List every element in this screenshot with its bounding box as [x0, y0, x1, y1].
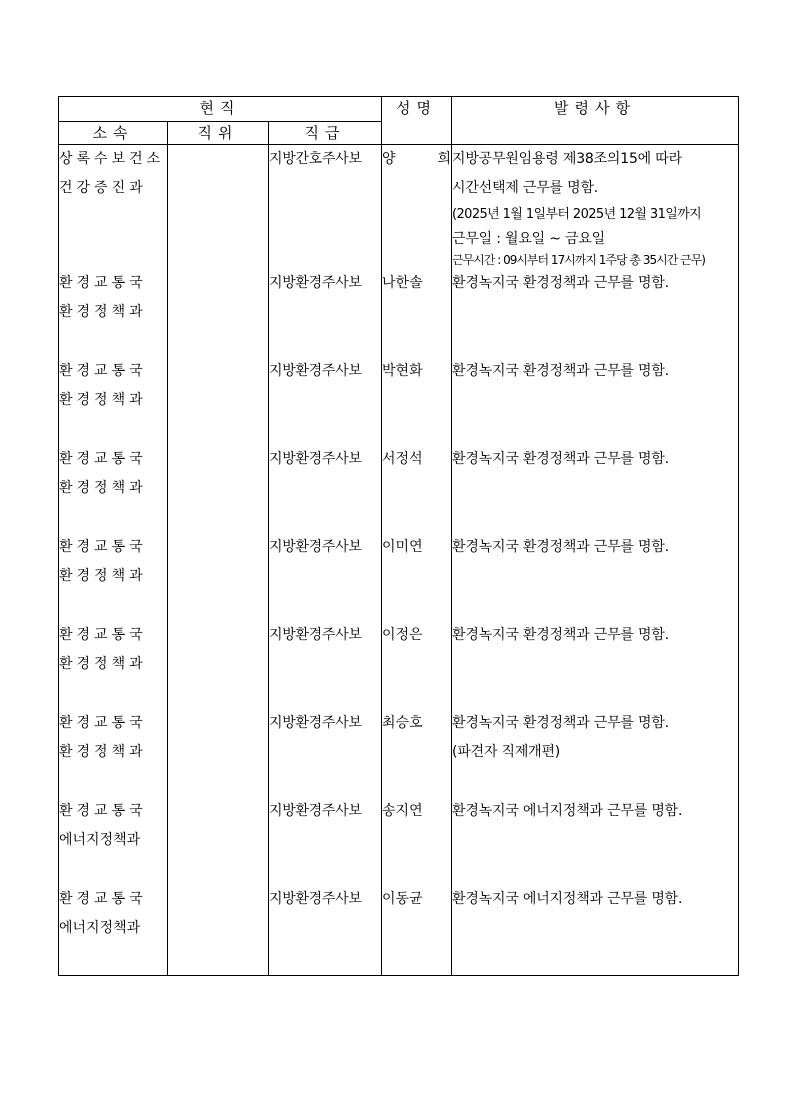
grade-cell: 지방환경주사보: [269, 533, 382, 621]
affiliation-line-2: 환경정책과: [59, 656, 147, 672]
order-line: 근무일 : 월요일 ~ 금요일: [452, 231, 605, 247]
position-cell: [168, 709, 269, 797]
affiliation-line-1: 상록수보건소: [59, 151, 165, 167]
affiliation-cell: [59, 621, 168, 709]
table-row: [59, 621, 739, 709]
table-row: [59, 533, 739, 621]
affiliation-cell: [59, 533, 168, 621]
affiliation-line-2: 에너지정책과: [59, 920, 141, 936]
affiliation-line-1: 환경교통국: [59, 539, 147, 555]
affiliation-line-1: 환경교통국: [59, 627, 147, 643]
table-row: [59, 357, 739, 445]
name-cell: 박현화: [382, 357, 452, 445]
grade-cell: 지방환경주사보: [269, 797, 382, 885]
affiliation-line-2: 환경정책과: [59, 392, 147, 408]
header-position: 직위: [168, 122, 269, 145]
position-cell: [168, 885, 269, 975]
order-line: 환경녹지국 에너지정책과 근무를 명함.: [452, 803, 683, 819]
position-cell: [168, 797, 269, 885]
order-cell: [452, 709, 739, 797]
order-line: (파견자 직제개편): [452, 744, 561, 760]
affiliation-line-2: 환경정책과: [59, 480, 147, 496]
header-affiliation: 소속: [59, 122, 168, 145]
affiliation-line-1: 환경교통국: [59, 451, 147, 467]
order-cell: [452, 621, 739, 709]
affiliation-line-1: 환경교통국: [59, 803, 147, 819]
affiliation-cell: [59, 357, 168, 445]
order-line: 환경녹지국 환경정책과 근무를 명함.: [452, 539, 669, 555]
affiliation-line-1: 환경교통국: [59, 715, 147, 731]
affiliation-line-2: 환경정책과: [59, 744, 147, 760]
grade-cell: 지방간호주사보: [269, 145, 382, 270]
name-cell: 양 희: [382, 145, 452, 270]
affiliation-cell: [59, 145, 168, 270]
name-cell: 이미연: [382, 533, 452, 621]
affiliation-line-1: 환경교통국: [59, 891, 147, 907]
table-row: [59, 885, 739, 975]
name-cell: 송지연: [382, 797, 452, 885]
position-cell: [168, 357, 269, 445]
header-order: 발령사항: [452, 97, 739, 145]
name-cell: 나한솔: [382, 269, 452, 357]
affiliation-line-2: 환경정책과: [59, 568, 147, 584]
affiliation-cell: [59, 885, 168, 975]
affiliation-line-1: 환경교통국: [59, 363, 147, 379]
order-cell: [452, 357, 739, 445]
order-line: 근무시간 : 09시부터 17시까지 1주당 총 35시간 근무): [452, 253, 705, 267]
order-line: 환경녹지국 환경정책과 근무를 명함.: [452, 275, 669, 291]
affiliation-line-1: 환경교통국: [59, 275, 147, 291]
affiliation-cell: [59, 269, 168, 357]
table-row: [59, 269, 739, 357]
order-line: 지방공무원임용령 제38조의15에 따라: [452, 151, 682, 167]
table-row: [59, 797, 739, 885]
grade-cell: 지방환경주사보: [269, 885, 382, 975]
grade-cell: 지방환경주사보: [269, 621, 382, 709]
order-line: 시간선택제 근무를 명함.: [452, 180, 599, 196]
order-line: 환경녹지국 환경정책과 근무를 명함.: [452, 627, 669, 643]
affiliation-line-2: 건강증진과: [59, 180, 147, 196]
position-cell: [168, 269, 269, 357]
name-cell: 이정은: [382, 621, 452, 709]
name-cell: 이동균: [382, 885, 452, 975]
order-cell: [452, 533, 739, 621]
grade-cell: 지방환경주사보: [269, 357, 382, 445]
name-cell: 최승호: [382, 709, 452, 797]
order-cell: [452, 269, 739, 357]
affiliation-cell: [59, 797, 168, 885]
grade-cell: 지방환경주사보: [269, 709, 382, 797]
header-name: 성명: [382, 97, 452, 145]
order-cell: [452, 797, 739, 885]
header-current: 현직: [59, 97, 382, 122]
affiliation-line-2: 에너지정책과: [59, 832, 141, 848]
order-line: 환경녹지국 환경정책과 근무를 명함.: [452, 363, 669, 379]
order-cell: [452, 145, 739, 270]
table-row: [59, 445, 739, 533]
order-line: 환경녹지국 환경정책과 근무를 명함.: [452, 451, 669, 467]
order-line: (2025년 1월 1일부터 2025년 12월 31일까지: [452, 207, 702, 222]
position-cell: [168, 533, 269, 621]
table-row: [59, 709, 739, 797]
header-grade: 직급: [269, 122, 382, 145]
affiliation-cell: [59, 709, 168, 797]
affiliation-line-2: 환경정책과: [59, 304, 147, 320]
position-cell: [168, 621, 269, 709]
position-cell: [168, 445, 269, 533]
affiliation-cell: [59, 445, 168, 533]
grade-cell: 지방환경주사보: [269, 269, 382, 357]
order-line: 환경녹지국 에너지정책과 근무를 명함.: [452, 891, 683, 907]
order-cell: [452, 445, 739, 533]
order-cell: [452, 885, 739, 975]
grade-cell: 지방환경주사보: [269, 445, 382, 533]
personnel-order-table: [58, 96, 739, 976]
position-cell: [168, 145, 269, 270]
order-line: 환경녹지국 환경정책과 근무를 명함.: [452, 715, 669, 731]
table-row: [59, 145, 739, 270]
name-cell: 서정석: [382, 445, 452, 533]
